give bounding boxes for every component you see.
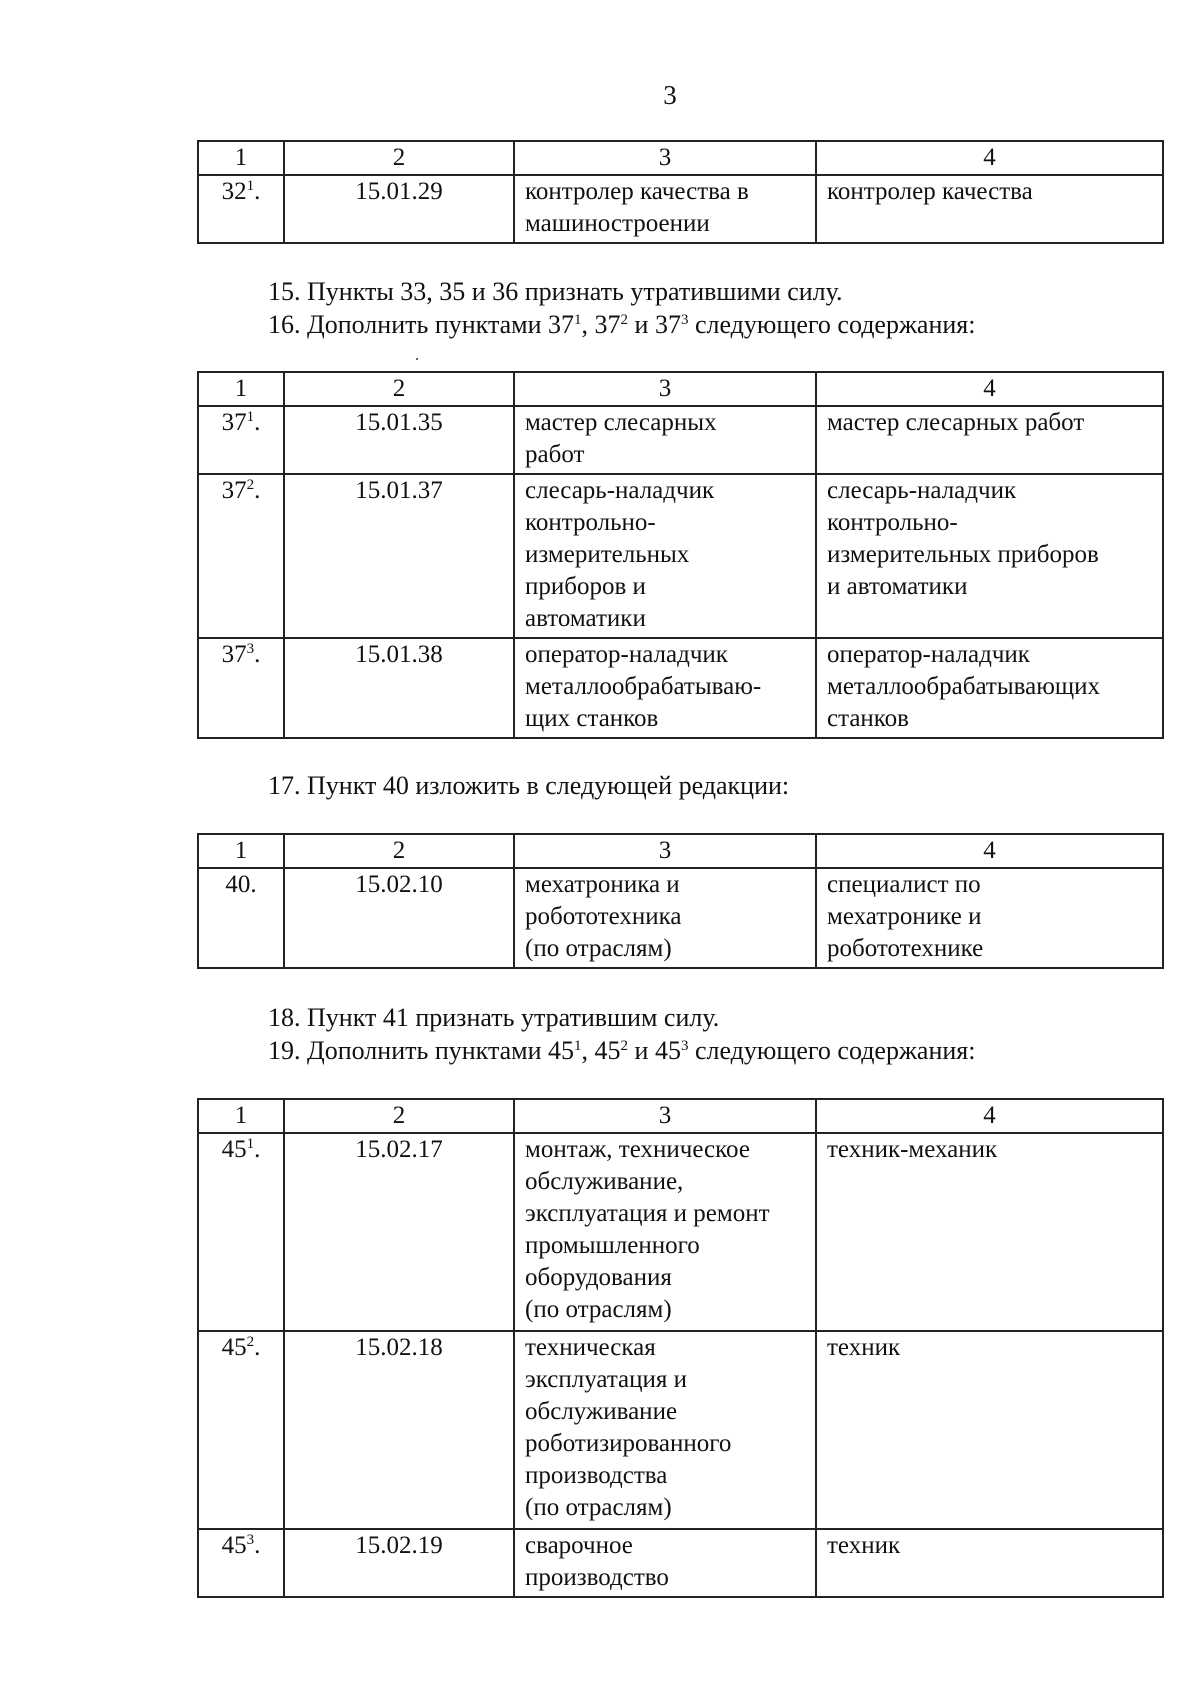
amendment-table-4 bbox=[197, 1098, 1164, 1598]
text-line: приборов и bbox=[525, 573, 646, 600]
text-line: роботизированного bbox=[525, 1430, 732, 1457]
qualification-cell bbox=[816, 1133, 1163, 1331]
item-number: 32 bbox=[221, 178, 247, 205]
paragraph-text: , 45 bbox=[581, 1036, 621, 1065]
text-line: (по отраслям) bbox=[525, 1296, 672, 1323]
text-line: оператор-наладчик bbox=[525, 641, 728, 668]
profession-cell bbox=[514, 638, 816, 738]
header-cell: 2 bbox=[284, 834, 514, 868]
item-superscript: 2 bbox=[246, 477, 255, 493]
text-line: металлообрабатываю- bbox=[525, 673, 762, 700]
text-line: (по отраслям) bbox=[525, 1494, 672, 1521]
table-row bbox=[198, 474, 1163, 638]
item-number: 45 bbox=[221, 1136, 247, 1163]
header-cell: 3 bbox=[514, 1099, 816, 1133]
qualification-cell bbox=[816, 868, 1163, 968]
text-line: техник-механик bbox=[827, 1136, 998, 1163]
paragraph-superscript: 1 bbox=[574, 1038, 582, 1054]
item-number-cell bbox=[198, 474, 284, 638]
code-cell: 15.02.19 bbox=[284, 1529, 514, 1597]
paragraph-16 bbox=[268, 309, 975, 341]
text-line: промышленного bbox=[525, 1232, 700, 1259]
text-line: контрольно- bbox=[525, 509, 656, 536]
text-line: робототехника bbox=[525, 903, 682, 930]
text-line: оборудования bbox=[525, 1264, 672, 1291]
text-line: металлообрабатывающих bbox=[827, 673, 1100, 700]
text-line: оператор-наладчик bbox=[827, 641, 1030, 668]
qualification-cell bbox=[816, 1331, 1163, 1529]
amendment-table-3 bbox=[197, 833, 1164, 969]
item-number-cell bbox=[198, 175, 284, 243]
item-dot: . bbox=[254, 641, 261, 668]
item-superscript: 3 bbox=[246, 641, 255, 657]
text-line: щих станков bbox=[525, 705, 659, 732]
text-line: обслуживание bbox=[525, 1398, 678, 1425]
table-header-row bbox=[198, 834, 1163, 868]
item-number: 45 bbox=[221, 1532, 247, 1559]
table-row bbox=[198, 175, 1163, 243]
code-cell: 15.02.18 bbox=[284, 1331, 514, 1529]
text-line: обслуживание, bbox=[525, 1168, 684, 1195]
item-number: 40 bbox=[225, 871, 251, 898]
table-header-row bbox=[198, 372, 1163, 406]
text-line: техническая bbox=[525, 1334, 656, 1361]
header-cell: 4 bbox=[816, 834, 1163, 868]
paragraph-superscript: 3 bbox=[680, 312, 689, 328]
amendment-table-2 bbox=[197, 371, 1164, 739]
qualification-cell bbox=[816, 175, 1163, 243]
item-number-cell bbox=[198, 1133, 284, 1331]
text-line: и автоматики bbox=[827, 573, 968, 600]
text-line: эксплуатация и ремонт bbox=[525, 1200, 770, 1227]
item-number-cell bbox=[198, 638, 284, 738]
qualification-cell bbox=[816, 474, 1163, 638]
code-cell: 15.01.29 bbox=[284, 175, 514, 243]
paragraph-text: 16. Дополнить пунктами 37 bbox=[268, 310, 575, 339]
header-cell: 1 bbox=[198, 141, 284, 175]
header-cell: 1 bbox=[198, 1099, 284, 1133]
paragraph-superscript: 1 bbox=[574, 312, 582, 328]
qualification-cell bbox=[816, 406, 1163, 474]
text-line: мастер слесарных bbox=[525, 409, 717, 436]
text-line: работ bbox=[525, 441, 585, 468]
code-cell: 15.01.37 bbox=[284, 474, 514, 638]
item-number-cell bbox=[198, 1529, 284, 1597]
text-line: контролер качества bbox=[827, 178, 1033, 205]
text-line: производство bbox=[525, 1564, 669, 1591]
paragraph-text: , 37 bbox=[581, 310, 621, 339]
item-superscript: 1 bbox=[246, 409, 255, 425]
item-dot: . bbox=[254, 1334, 261, 1361]
text-line: контролер качества в bbox=[525, 178, 749, 205]
code-cell: 15.02.17 bbox=[284, 1133, 514, 1331]
text-line: мастер слесарных работ bbox=[827, 409, 1085, 436]
profession-cell bbox=[514, 406, 816, 474]
item-dot: . bbox=[254, 1532, 261, 1559]
header-cell: 4 bbox=[816, 1099, 1163, 1133]
text-line: техник bbox=[827, 1334, 901, 1361]
text-line: измерительных приборов bbox=[827, 541, 1099, 568]
text-line: автоматики bbox=[525, 605, 646, 632]
item-dot: . bbox=[254, 409, 261, 436]
item-superscript: 3 bbox=[246, 1532, 255, 1548]
amendment-table-1 bbox=[197, 140, 1164, 244]
text-line: слесарь-наладчик bbox=[827, 477, 1017, 504]
code-cell: 15.02.10 bbox=[284, 868, 514, 968]
qualification-cell bbox=[816, 1529, 1163, 1597]
table-header-row bbox=[198, 141, 1163, 175]
text-line: машиностроении bbox=[525, 210, 710, 237]
profession-cell bbox=[514, 175, 816, 243]
item-superscript: 2 bbox=[246, 1334, 255, 1350]
header-cell: 3 bbox=[514, 834, 816, 868]
scan-speck bbox=[416, 358, 418, 360]
profession-cell bbox=[514, 1529, 816, 1597]
profession-cell bbox=[514, 1331, 816, 1529]
page-number: 3 bbox=[663, 80, 677, 110]
table-row bbox=[198, 1331, 1163, 1529]
item-dot: . bbox=[254, 477, 261, 504]
header-cell: 4 bbox=[816, 372, 1163, 406]
item-dot: . bbox=[250, 871, 257, 898]
text-line: измерительных bbox=[525, 541, 690, 568]
text-line: слесарь-наладчик bbox=[525, 477, 715, 504]
text-line: техник bbox=[827, 1532, 901, 1559]
text-line: робототехнике bbox=[827, 935, 984, 962]
profession-cell bbox=[514, 474, 816, 638]
profession-cell bbox=[514, 1133, 816, 1331]
table-header-row bbox=[198, 1099, 1163, 1133]
text-line: мехатроника и bbox=[525, 871, 680, 898]
item-number: 37 bbox=[221, 641, 247, 668]
paragraph-15: 15. Пункты 33, 35 и 36 признать утратившими силу. bbox=[268, 277, 843, 306]
item-number: 37 bbox=[221, 409, 247, 436]
text-line: производства bbox=[525, 1462, 668, 1489]
header-cell: 1 bbox=[198, 372, 284, 406]
table-row bbox=[198, 638, 1163, 738]
paragraph-superscript: 2 bbox=[620, 1038, 629, 1054]
qualification-cell bbox=[816, 638, 1163, 738]
table-row bbox=[198, 1133, 1163, 1331]
item-superscript: 1 bbox=[246, 178, 255, 194]
text-line: сварочное bbox=[525, 1532, 633, 1559]
text-line: мехатронике и bbox=[827, 903, 982, 930]
paragraph-18: 18. Пункт 41 признать утратившим силу. bbox=[268, 1003, 720, 1032]
text-line: специалист по bbox=[827, 871, 981, 898]
paragraph-text: 19. Дополнить пунктами 45 bbox=[268, 1036, 575, 1065]
paragraph-text: следующего содержания: bbox=[688, 1036, 976, 1065]
table-row bbox=[198, 868, 1163, 968]
item-number-cell bbox=[198, 1331, 284, 1529]
header-cell: 1 bbox=[198, 834, 284, 868]
header-cell: 3 bbox=[514, 372, 816, 406]
paragraph-superscript: 2 bbox=[620, 312, 629, 328]
header-cell: 2 bbox=[284, 1099, 514, 1133]
item-number: 37 bbox=[221, 477, 247, 504]
code-cell: 15.01.38 bbox=[284, 638, 514, 738]
item-number-cell bbox=[198, 868, 284, 968]
header-cell: 4 bbox=[816, 141, 1163, 175]
table-row bbox=[198, 406, 1163, 474]
text-line: (по отраслям) bbox=[525, 935, 672, 962]
text-line: станков bbox=[827, 705, 909, 732]
code-cell: 15.01.35 bbox=[284, 406, 514, 474]
table-row bbox=[198, 1529, 1163, 1597]
header-cell: 3 bbox=[514, 141, 816, 175]
paragraph-text: и 37 bbox=[628, 310, 681, 339]
item-dot: . bbox=[254, 178, 261, 205]
header-cell: 2 bbox=[284, 372, 514, 406]
paragraph-text: и 45 bbox=[628, 1036, 681, 1065]
item-superscript: 1 bbox=[246, 1136, 255, 1152]
paragraph-text: следующего содержания: bbox=[688, 310, 976, 339]
text-line: эксплуатация и bbox=[525, 1366, 688, 1393]
profession-cell bbox=[514, 868, 816, 968]
item-dot: . bbox=[254, 1136, 261, 1163]
paragraph-superscript: 3 bbox=[680, 1038, 689, 1054]
text-line: контрольно- bbox=[827, 509, 958, 536]
text-line: монтаж, техническое bbox=[525, 1136, 750, 1163]
item-number-cell bbox=[198, 406, 284, 474]
header-cell: 2 bbox=[284, 141, 514, 175]
paragraph-19 bbox=[268, 1035, 975, 1067]
item-number: 45 bbox=[221, 1334, 247, 1361]
paragraph-17: 17. Пункт 40 изложить в следующей редакции: bbox=[268, 771, 790, 800]
